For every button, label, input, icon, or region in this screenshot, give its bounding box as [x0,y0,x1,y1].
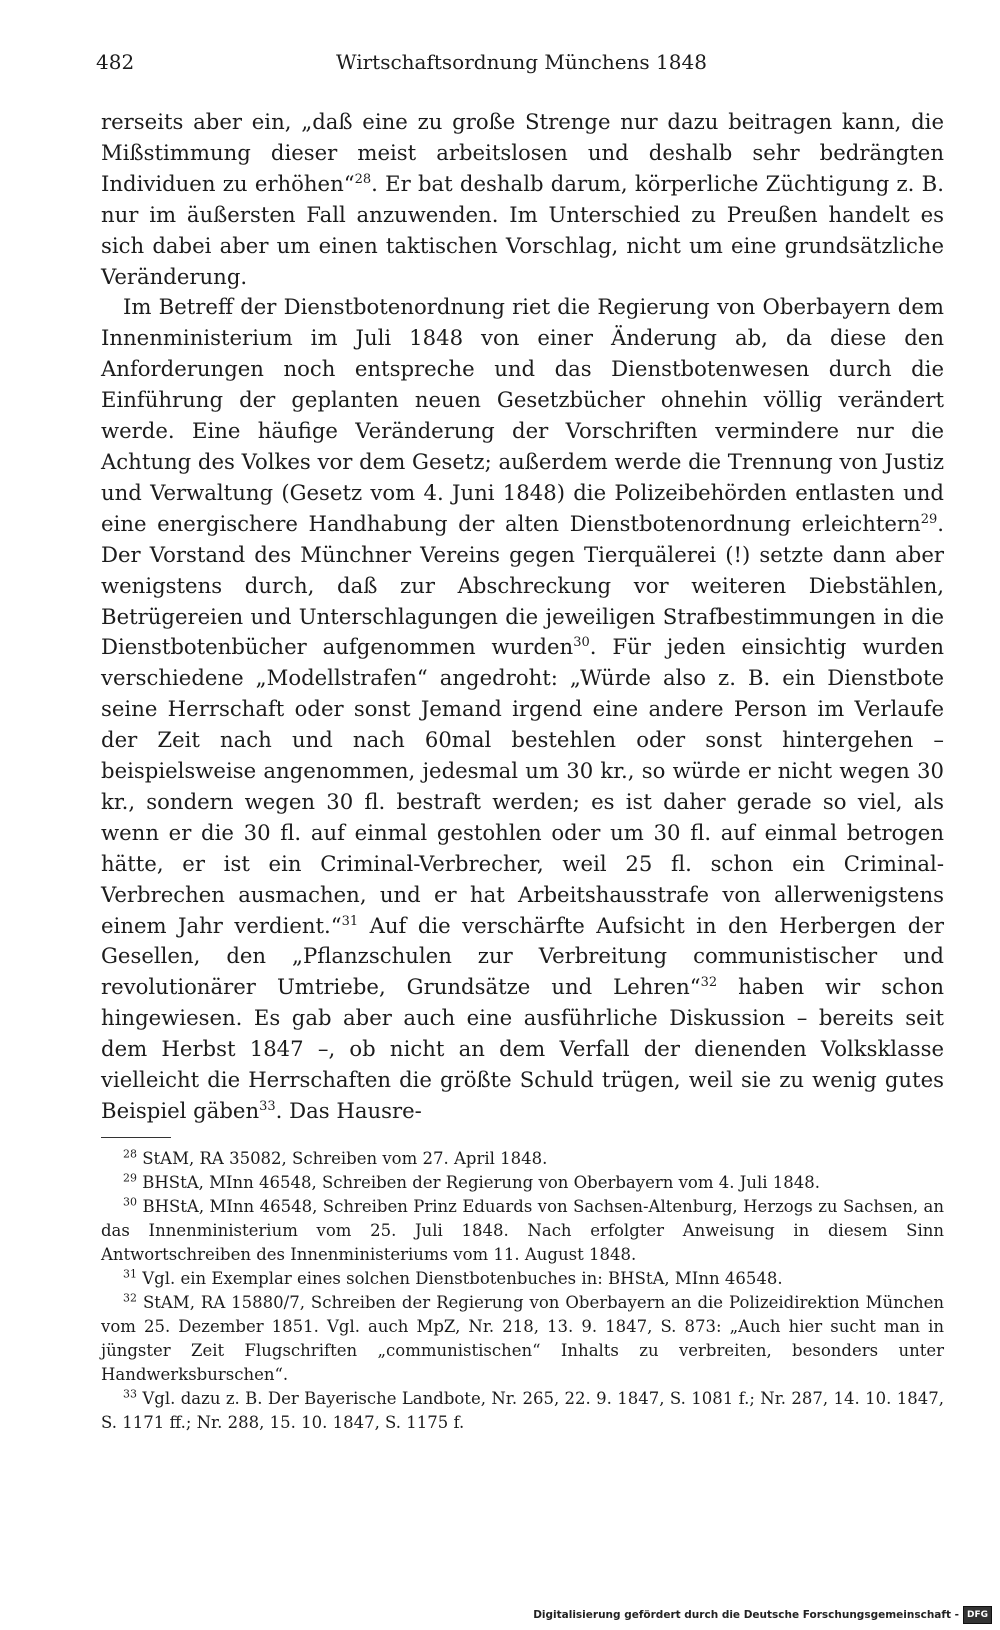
footnote-text: StAM, RA 35082, Schreiben vom 27. April 1848. [142,1149,548,1168]
page-header [96,50,716,82]
paragraph [101,292,944,1126]
digitization-notice: Digitalisierung gefördert durch die Deutsche Forschungsgemeinschaft - [533,1609,959,1621]
footnote-text: Vgl. dazu z. B. Der Bayerische Landbote, Nr. 265, 22. 9. 1847, S. 1081 f.; Nr. 287, 14. 10. 1847, S. 1171 ff.; Nr. 288, 15. 10. 1847, S. 1175 f. [101,1389,944,1432]
paragraph [101,107,944,292]
text-segment: Auf die verschärfte Aufsicht in den Herbergen der Gesellen, den „Pflanzschulen zur Verbreitung communistischer und revolutionärer Umtriebe, Grundsätze und Lehren“ [101,912,944,1000]
footnote [101,1387,944,1435]
text-segment: haben wir schon hingewiesen. Es gab aber auch eine ausführliche Diskussion – bereits seit dem Herbst 1847 –, ob nicht an dem Verfall der dienenden Volksklasse vielleicht die Herrschaften die größte Schuld trügen, weil sie zu wenig gutes Beispiel gäben [101,974,944,1123]
footnote [101,1171,944,1195]
footnote-reference[interactable]: 29 [920,511,938,527]
footnote-reference[interactable]: 33 [259,1098,276,1114]
body-text [101,107,944,1127]
footnote [101,1147,944,1171]
footnote-divider [101,1137,171,1138]
footnote-number: 29 [123,1171,137,1185]
footnote-number: 30 [123,1195,137,1209]
footnote-number: 28 [123,1147,137,1161]
footnote-number: 32 [123,1291,137,1305]
footnote [101,1195,944,1267]
footnote [101,1291,944,1387]
footnote-number: 31 [123,1267,137,1281]
footnote-reference[interactable]: 30 [573,635,590,651]
footnote-reference[interactable]: 28 [354,171,372,187]
footnotes [101,1147,944,1435]
footnote-reference[interactable]: 32 [700,975,718,991]
footnote [101,1267,944,1291]
text-segment: . Für jeden einsichtig wurden verschiedene „Modellstrafen“ angedroht: „Würde also z. B. ein Dienstbote seine Herrschaft oder sonst Jemand irgend eine andere Person im Verlaufe der Zeit nach und nach 60mal bestehlen oder sonst hintergehen – beispielsweise angenommen, jedesmal um 30 kr., so würde er nicht wegen 30 kr., sondern wegen 30 fl. bestraft werden; es ist daher gerade so viel, als wenn er die 30 fl. auf einmal gestohlen oder um 30 fl. auf einmal betrogen hätte, er ist ein Criminal-Verbrecher, weil 25 fl. schon ein Criminal-Verbrechen ausmachen, und er hat Arbeitshausstrafe von allerwenigstens einem Jahr verdient.“ [101,634,945,938]
text-segment: . Er bat deshalb darum, körperliche Züchtigung z. B. nur im äußersten Fall anzuwenden. Im Unterschied zu Preußen handelt es sich dabei aber um einen taktischen Vorschlag, nicht um eine grundsätzliche Veränderung. [101,170,944,289]
text-segment: . Der Vorstand des Münchner Vereins gegen Tierquälerei (!) setzte dann aber wenigstens durch, daß zur Abschreckung vor weiteren Diebstählen, Betrügereien und Unterschlagungen die jeweiligen Strafbestimmungen in die Dienstbotenbücher aufgenommen wurden [101,510,944,660]
text-segment: Im Betreff der Dienstbotenordnung riet die Regierung von Oberbayern dem Innenministerium im Juli 1848 von einer Änderung ab, da diese den Anforderungen noch entspreche und das Dienstbotenwesen durch die Einführung der geplanten neuen Gesetzbücher ohnehin völlig verändert werde. Eine häufige Veränderung der Vorschriften vermindere nur die Achtung des Volkes vor dem Gesetz; außerdem werde die Trennung von Justiz und Verwaltung (Gesetz vom 4. Juni 1848) die Polizeibehörden entlasten und eine energischere Handhabung der alten Dienstbotenordnung erleichtern [101,294,944,536]
running-title: Wirtschaftsordnung Münchens 1848 [336,50,707,74]
footnote-number: 33 [123,1387,137,1401]
text-segment: . Das Hausre- [275,1098,422,1123]
digitization-banner [533,1606,992,1624]
text-segment: rerseits aber ein, „daß eine zu große Strenge nur dazu beitragen kann, die Mißstimmung dieser meist arbeitslosen und deshalb sehr bedrängten Individuen zu erhöhen“ [101,109,944,196]
footnote-text: Vgl. ein Exemplar eines solchen Dienstbotenbuches in: BHStA, MInn 46548. [142,1269,783,1288]
page-number: 482 [96,50,135,74]
footnote-text: BHStA, MInn 46548, Schreiben der Regierung von Oberbayern vom 4. Juli 1848. [142,1173,821,1192]
footnote-text: StAM, RA 15880/7, Schreiben der Regierung von Oberbayern an die Polizeidirektion München vom 25. Dezember 1851. Vgl. auch MpZ, Nr. 218, 13. 9. 1847, S. 873: „Auch hier sucht man in jüngster Zeit Flugschriften „communistischen“ Inhalts zu verbreiten, besonders unter Handwerksburschen“. [101,1293,944,1384]
dfg-logo: DFG [963,1606,992,1624]
footnote-text: BHStA, MInn 46548, Schreiben Prinz Eduards von Sachsen-Altenburg, Herzogs zu Sachsen, an das Innenministerium vom 25. Juli 1848. Nach erfolgter Anweisung in diesem Sinn Antwortschreiben des Innenministeriums vom 11. August 1848. [101,1197,944,1264]
footnote-reference[interactable]: 31 [341,913,359,929]
